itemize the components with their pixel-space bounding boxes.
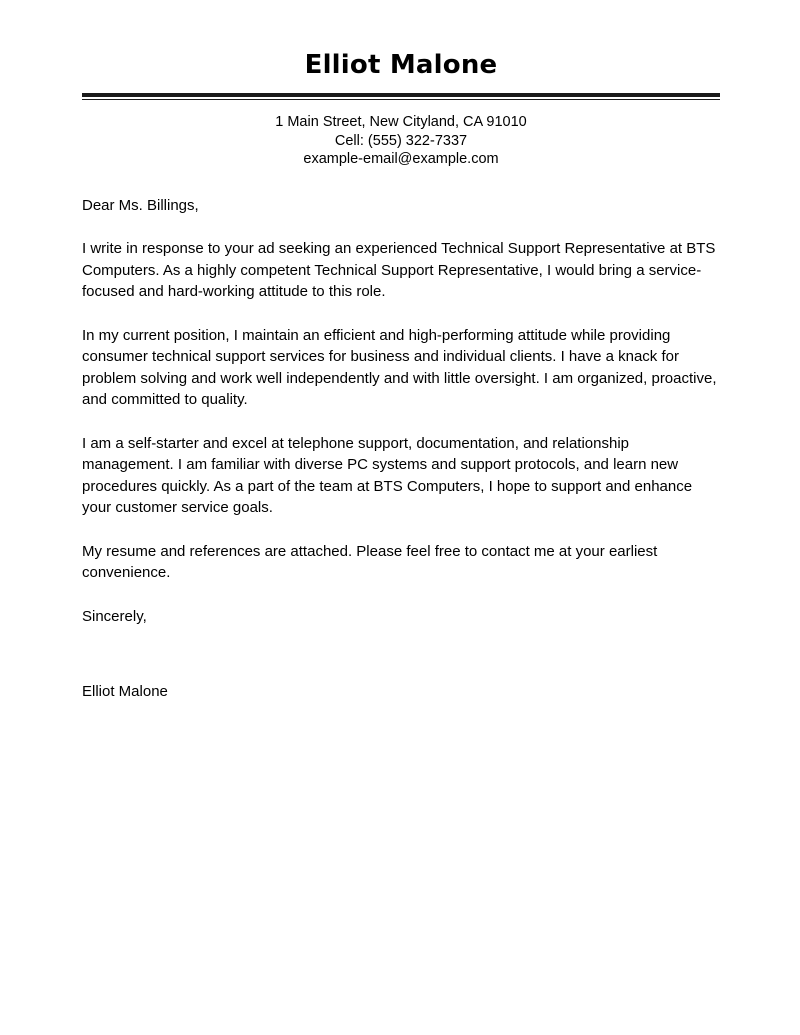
contact-email: example-email@example.com (303, 151, 499, 167)
letter-header (82, 50, 720, 169)
page-title: Elliot Malone (304, 50, 498, 80)
letter-body (82, 195, 720, 703)
body-paragraph: I write in response to your ad seeking an experienced Technical Support Representative at BTS Computers. As a highly competent Technical Support Representative, I would bring a service-focused and hard-working attitude to this role. (82, 240, 716, 300)
body-paragraph: In my current position, I maintain an efficient and high-performing attitude while providing consumer technical support services for business and individual clients. I have a knack for problem solving and work well independently and with little oversight. I am organized, proactive, and committed to quality. (82, 326, 717, 408)
closing: Sincerely, (82, 607, 147, 625)
contact-phone: Cell: (555) 322-7337 (334, 132, 468, 149)
salutation: Dear Ms. Billings, (82, 196, 199, 214)
contact-address: 1 Main Street, New Cityland, CA 91010 (275, 114, 527, 130)
body-paragraph: My resume and references are attached. Please feel free to contact me at your earliest convenience. (82, 542, 658, 581)
contact-block (82, 113, 720, 169)
header-divider (82, 93, 720, 100)
body-paragraph: I am a self-starter and excel at telephone support, documentation, and relationship management. I am familiar with diverse PC systems and support protocols, and learn new procedures quickly. As a part of the team at BTS Computers, I hope to support and enhance your customer service goals. (82, 434, 693, 516)
signature-name: Elliot Malone (82, 683, 168, 700)
